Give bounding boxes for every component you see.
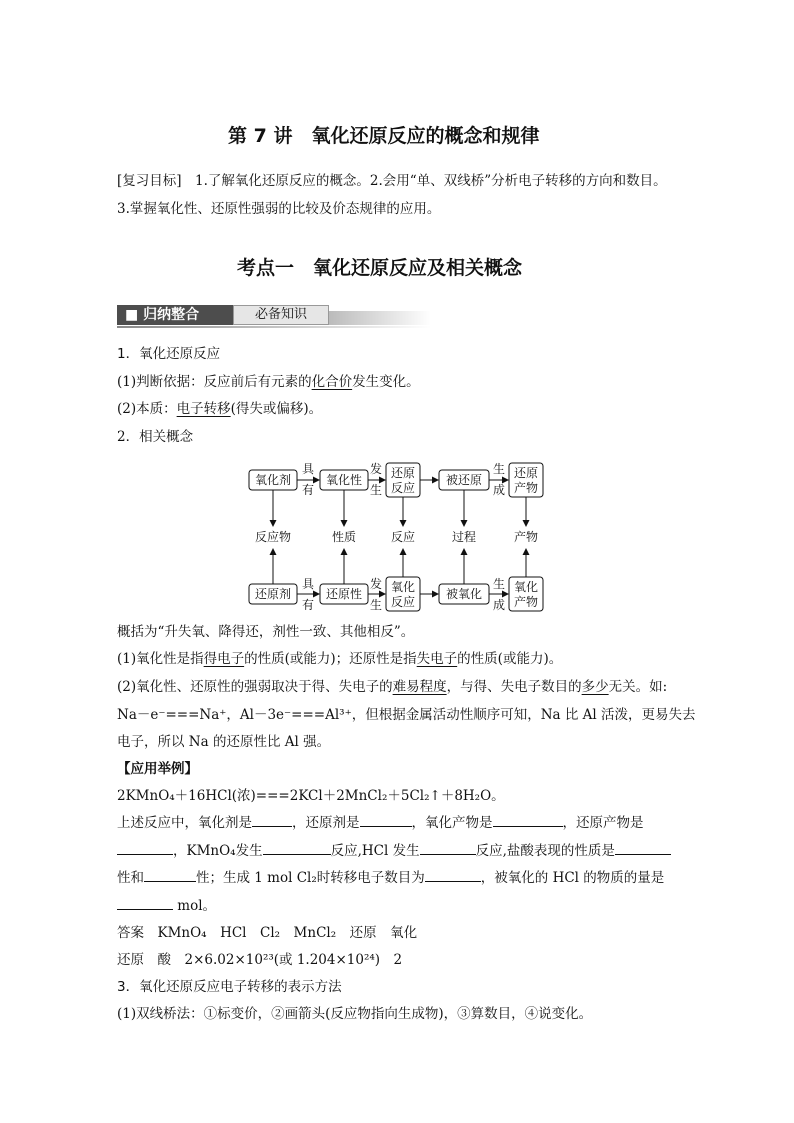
q1-b: ，还原剂是: [292, 815, 360, 831]
blank-reduction-product[interactable]: [117, 840, 173, 855]
conn-bot-1a: 具: [301, 577, 315, 591]
q2-b: 反应,HCl 发生: [330, 843, 420, 859]
conn-top-2b: 生: [369, 483, 383, 497]
s1-heading: 1．氧化还原反应: [117, 346, 221, 362]
q3-a: 性和: [117, 870, 144, 886]
summary-p1-u1: 得电子: [203, 651, 245, 667]
blank-oxidant[interactable]: [252, 812, 292, 827]
conn-top-2a: 发: [369, 462, 383, 476]
page-title: 第 7 讲 氧化还原反应的概念和规律: [228, 125, 540, 147]
label-reduction-1: 还原: [390, 466, 416, 480]
s1-p2-a: (2)本质：: [117, 401, 177, 417]
conn-bot-1b: 有: [301, 598, 315, 612]
conn-top-3a: 生: [492, 462, 506, 476]
s1-p1-a: (1)判断依据：反应前后有元素的: [117, 374, 312, 390]
q1-c: ，氧化产物是: [411, 815, 493, 831]
s1-p2-underlined: 电子转移: [176, 401, 231, 417]
conn-bot-3a: 生: [492, 577, 506, 591]
q4: mol。: [173, 898, 217, 914]
q2-a: ，KMnO₄发生: [173, 843, 263, 859]
summary-p2-c: 无关。如:: [608, 679, 668, 695]
section-banner: [117, 303, 431, 327]
label-reducing: 还原性: [325, 587, 363, 601]
summary-p1-a: (1)氧化性是指: [117, 651, 204, 667]
banner-underline: [117, 326, 431, 328]
summary-p1-u2: 失电子: [416, 651, 458, 667]
answer-line-2: 还原 酸 2×6.02×10²³(或 1.204×10²⁴) 2: [117, 952, 403, 968]
summary-p1-c: 的性质(或能力)。: [457, 651, 563, 667]
banner-knowledge-label: 必备知识: [233, 305, 329, 325]
blank-acid-property-2[interactable]: [144, 867, 196, 882]
label-oxidizing: 氧化性: [325, 473, 363, 487]
s3-paragraph-1: (1)双线桥法：①标变价，②画箭头(反应物指向生成物)，③算数目，④说变化。: [117, 1006, 593, 1022]
q1-d: ，还原产物是: [562, 815, 644, 831]
summary-p2-b: ，与得、失电子数目的: [446, 679, 582, 695]
conn-top-3b: 成: [492, 483, 506, 497]
mid-property: 性质: [331, 530, 357, 544]
label-ox-product-1: 氧化: [513, 580, 539, 594]
summary-p4: 电子，所以 Na 的还原性比 Al 强。: [117, 734, 331, 750]
blank-hcl-moles[interactable]: [117, 895, 173, 910]
q3-b: 性；生成 1 mol Cl₂时转移电子数目为: [196, 870, 425, 886]
label-oxidation-2: 反应: [390, 595, 416, 609]
question-line-1: [117, 810, 644, 837]
s1-p2-b: (得失或偏移)。: [230, 401, 323, 417]
mid-process: 过程: [451, 530, 477, 544]
banner-fade: [329, 311, 431, 325]
summary-p3: Na－e⁻===Na⁺，Al－3e⁻===Al³⁺，但根据金属活动性顺序可知，Na 比 Al 活泼，更易失去: [117, 707, 696, 723]
summary-p1-b: 的性质(或能力)；还原性是指: [244, 651, 417, 667]
mid-reactant: 反应物: [254, 530, 292, 544]
summary-p2: [117, 674, 667, 701]
concept-diagram: [240, 455, 560, 620]
blank-kmno4-reaction[interactable]: [263, 840, 331, 855]
summary-line: 概括为“升失氧、降得还，剂性一致、其他相反”。: [117, 624, 415, 640]
q2-c: 反应,盐酸表现的性质是: [475, 843, 615, 859]
blank-electron-count[interactable]: [425, 867, 481, 882]
label-oxidation-1: 氧化: [390, 580, 416, 594]
label-oxidant: 氧化剂: [254, 473, 292, 487]
s2-heading: 2．相关概念: [117, 429, 194, 445]
conn-top-1b: 有: [301, 483, 315, 497]
label-ox-product-2: 产物: [513, 595, 539, 609]
mid-product: 产物: [513, 530, 539, 544]
example-heading: 【应用举例】: [117, 761, 198, 777]
summary-p2-u1: 难易程度: [392, 679, 447, 695]
s1-paragraph-2: [117, 396, 322, 423]
example-equation: 2KMnO₄＋16HCl(浓)===2KCl＋2MnCl₂＋5Cl₂↑＋8H₂O。: [117, 788, 505, 804]
banner-summary-label: ■ 归纳整合: [117, 305, 233, 325]
conn-bot-2a: 发: [369, 577, 383, 591]
s1-p1-b: 发生变化。: [352, 374, 420, 390]
summary-p2-a: (2)氧化性、还原性的强弱取决于得、失电子的: [117, 679, 393, 695]
summary-p1: [117, 646, 562, 673]
conn-bot-3b: 成: [492, 598, 506, 612]
question-line-2: [117, 838, 671, 865]
section-title: 考点一 氧化还原反应及相关概念: [237, 257, 523, 279]
summary-p2-u2: 多少: [581, 679, 609, 695]
question-line-3: [117, 865, 664, 892]
review-goals-line2: 3.掌握氧化性、还原性强弱的比较及价态规律的应用。: [117, 201, 441, 217]
blank-acid-property-1[interactable]: [615, 840, 671, 855]
label-reduced: 被还原: [445, 473, 483, 487]
blank-oxidation-product[interactable]: [493, 812, 563, 827]
label-reduction-2: 反应: [390, 481, 416, 495]
label-red-product-1: 还原: [513, 466, 539, 480]
blank-reductant[interactable]: [360, 812, 412, 827]
label-red-product-2: 产物: [513, 481, 539, 495]
conn-top-1a: 具: [301, 462, 315, 476]
conn-bot-2b: 生: [369, 598, 383, 612]
question-line-4: [117, 893, 216, 920]
q1-a: 上述反应中，氧化剂是: [117, 815, 252, 831]
label-reductant: 还原剂: [254, 587, 292, 601]
review-goals-line1: [复习目标] 1.了解氧化还原反应的概念。2.会用“单、双线桥”分析电子转移的方向和数目。: [117, 173, 667, 189]
s1-paragraph-1: [117, 369, 420, 396]
s3-heading: 3．氧化还原反应电子转移的表示方法: [117, 979, 342, 995]
s1-p1-underlined: 化合价: [311, 374, 353, 390]
q3-c: ，被氧化的 HCl 的物质的量是: [480, 870, 665, 886]
blank-hcl-reaction[interactable]: [420, 840, 476, 855]
label-oxidized: 被氧化: [445, 587, 483, 601]
mid-reaction: 反应: [390, 530, 416, 544]
answer-line-1: 答案 KMnO₄ HCl Cl₂ MnCl₂ 还原 氧化: [117, 925, 418, 941]
